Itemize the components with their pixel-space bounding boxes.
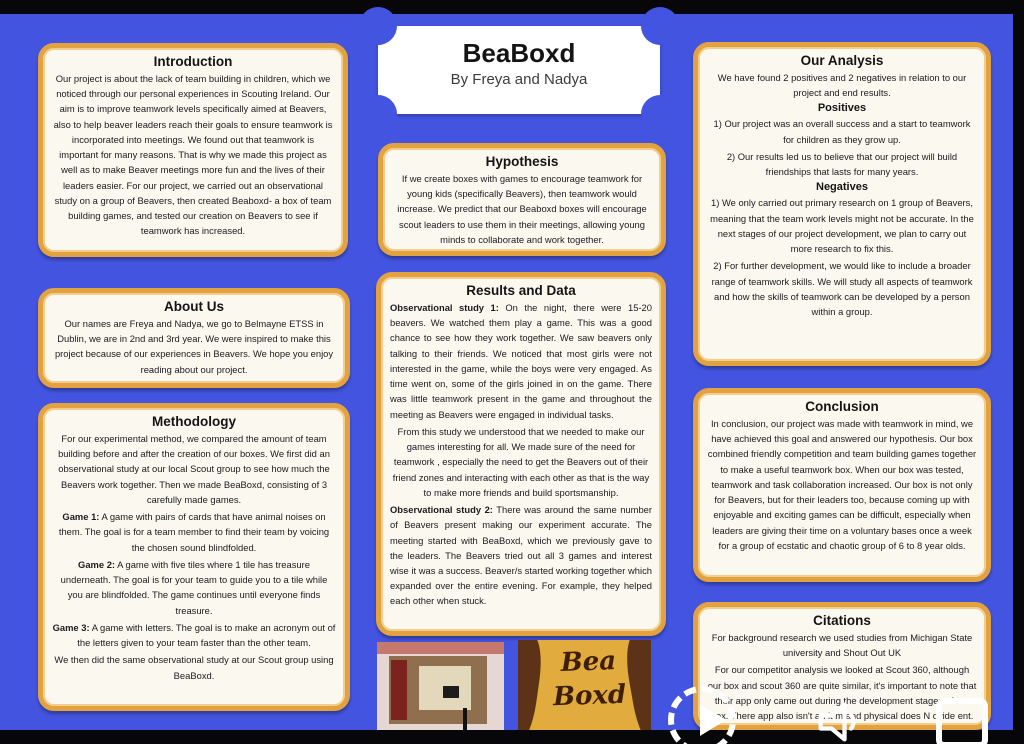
citations-body-2: For our competitor analysis we looked at Scout 360, although our box and scout 360 are quite similar, it's important to note that their app only came out during the development stages of out box. There app also isn't an it m and physical does N ovide ent. <box>707 664 977 722</box>
letterbox-bottom <box>0 730 1024 744</box>
negatives-label: Negatives <box>816 181 868 194</box>
replay-arrow <box>700 704 726 736</box>
analysis-heading: Our Analysis <box>800 53 884 68</box>
methodology-game-1: Game 1: A game with pairs of cards that have animal noises on them. The goal is for a team member to find their team by voicing the chosen sound blindfolded. <box>58 511 330 553</box>
letterbox-right <box>1013 0 1024 744</box>
photo-detail <box>377 642 504 654</box>
results-middle: From this study we understood that we needed to make our games interesting for all. We made sure of the need for teamwork , especially the need to get the Beavers out of their friend zones and interacting with each other as that is the way to make more friends and build sportsmanship. <box>392 425 650 498</box>
results-card <box>376 272 666 636</box>
methodology-card <box>38 403 350 711</box>
methodology-game-2: Game 2: A game with five tiles where 1 tile has treasure underneath. The goal is for your team to guide you to a tile while you are blindfolded. The game continues until everyone finds treasure. <box>60 558 328 616</box>
title-notch <box>641 95 679 133</box>
methodology-intro: For our experimental method, we compared the amount of team building before and after the creation of our boxes. We first did an observational study at our local Scout group to see how much the Beavers work together. Then we made BeaBoxd, consisting of 3 carefully made games. <box>58 433 330 505</box>
title-box <box>378 26 660 114</box>
results-heading: Results and Data <box>466 283 576 298</box>
citations-body-1: For background research we used studies from Michigan State university and Shout Out UK <box>711 632 973 659</box>
positive-item-2: 2) Our results led us to believe that our project will build friendships that lasts for many years. <box>726 150 958 178</box>
photo-detail <box>443 686 459 698</box>
title-notch <box>359 7 397 45</box>
results-study-2: Observational study 2: There was around the same number of Beavers present making our experiment accurate. The meeting started with BeaBoxd, which we previously gave to the leaders. The Beavers tried out all 3 games and interest wise it was a success. Beaver/s started working together which expanded over the entire evening. For example, they helped each other when stuck. <box>390 504 653 607</box>
methodology-outro: We then did the same observational study at our Scout group using BeaBoxd. <box>54 654 334 681</box>
conclusion-heading: Conclusion <box>805 399 879 414</box>
introduction-heading: Introduction <box>153 54 233 69</box>
hypothesis-heading: Hypothesis <box>485 154 559 169</box>
fullscreen-icon[interactable] <box>936 698 988 744</box>
introduction-body: Our project is about the lack of team building in children, which we noticed through our personal experiences in Scouting Ireland. Our aim is to improve teamwork levels specifically aimed at Beavers, also to help beaver leaders reach their goals to ensure teamwork is incorporated into meetings. We found out that teamwork is important for many reasons. That is why we made this project as well as to make Beaver meetings more fun and the lives of their leaders easier. For our project, we carried out an observational study on a group of Beavers, then created Beaboxd- a box of team building games, and tested our creation on Beavers to see if teamwork has increased. <box>53 73 333 237</box>
methodology-game-3: Game 3: A game with letters. The goal is to make an acronym out of the letters given to your team faster than the other team. <box>52 621 336 649</box>
about-us-card <box>38 288 350 388</box>
box-lid-photo <box>518 640 651 732</box>
poster-title: BeaBoxd <box>462 38 576 68</box>
letterbox-top <box>0 0 1024 14</box>
positive-item-1: 1) Our project was an overall success and a start to teamwork for children as they grow up. <box>713 118 971 145</box>
hypothesis-card <box>378 143 666 256</box>
conclusion-body: In conclusion, our project was made with teamwork in mind, we have achieved this goal and answered our hypothesis. Our box combined friendly competition and team building games together to make a useful teamwork box. When our box was tested, teamwork and task collaboration increased. Our box is not only for Beavers, but for their leaders too, because coming up with enjoyable and exciting games can be difficult, especially when leaders are giving their time on a voluntary bases once a week for a group of ecstatic and chaotic group of 6 to 8 year olds. <box>707 418 977 551</box>
methodology-heading: Methodology <box>152 414 236 429</box>
results-study-1: Observational study 1: On the night, there were 15-20 beavers. We watched them play a game. This was a good chance to see how they work together. We saw beavers only talking to their friends. We noticed that most girls were not interested in the game, while the boys were very engaged. As time went on, some of the girls joined in on the game. There was little teamwork present in the game and throughout the meeting as Beavers were engaged in individual tasks. <box>390 302 652 420</box>
title-notch <box>359 95 397 133</box>
wood-grain <box>518 640 545 732</box>
volume-icon[interactable] <box>812 696 864 744</box>
about-us-body: Our names are Freya and Nadya, we go to Belmayne ETSS in Dublin, we are in 2nd and 3rd year. We were inspired to make this project because of our experiences in Beavers. We hope you enjoy reading about our project. <box>54 318 334 375</box>
analysis-card <box>693 42 991 366</box>
about-us-heading: About Us <box>164 299 224 314</box>
photo-detail <box>463 708 467 732</box>
poster-byline: By Freya and Nadya <box>450 71 588 88</box>
analysis-intro: We have found 2 positives and 2 negatives in relation to our project and end results. <box>717 72 967 99</box>
open-box-photo <box>377 642 504 732</box>
lid-handwritten-text: Bea Boxd <box>552 646 627 713</box>
photo-detail <box>391 660 407 720</box>
introduction-card <box>38 43 348 257</box>
title-notch <box>641 7 679 45</box>
conclusion-card <box>693 388 991 582</box>
hypothesis-body: If we create boxes with games to encourage teamwork for young kids (specifically Beavers), then teamwork would increase. We predict that our Beaboxd boxes will encourage scout leaders to use them in their meetings, allowing young minds to collaborate and work together. <box>397 173 647 245</box>
negative-item-1: 1) We only carried out primary research on 1 group of Beavers, meaning that the team work levels might not be accurate. In the next stages of our project development, we plan to carry out more research to fix this. <box>710 197 974 255</box>
negative-item-2: 2) For further development, we would like to include a broader range of teamwork skills. We will study all aspects of teamwork and how the skills of teamwork can be developed by a person within a group. <box>711 260 973 318</box>
positives-label: Positives <box>817 102 867 115</box>
citations-heading: Citations <box>813 613 871 628</box>
